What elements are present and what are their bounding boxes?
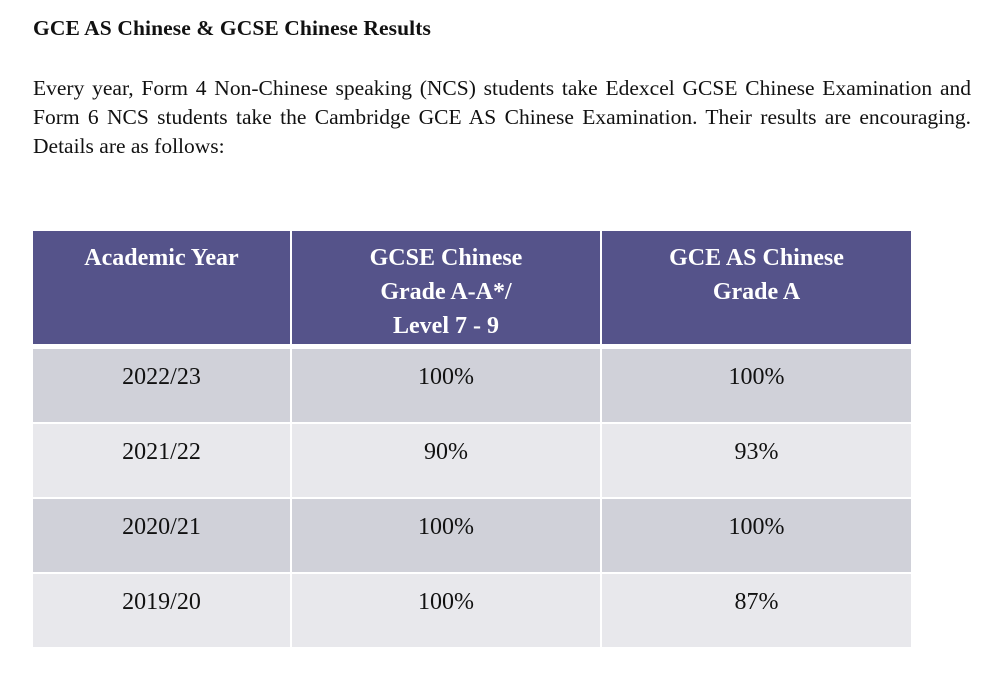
cell-gce-result: 100% [602, 499, 911, 574]
cell-year: 2022/23 [33, 349, 292, 424]
cell-gce-result: 93% [602, 424, 911, 499]
header-gcse-chinese [292, 231, 602, 349]
header-gcse-line-1: GCSE Chinese [369, 245, 523, 271]
cell-gcse-result: 100% [292, 499, 602, 574]
cell-gcse-result: 90% [292, 424, 602, 499]
header-gce-as-chinese [602, 231, 911, 349]
cell-gcse-result: 100% [292, 574, 602, 649]
cell-gcse-result: 100% [292, 349, 602, 424]
header-academic-year [33, 231, 292, 349]
table-row [33, 499, 911, 574]
header-academic-year-label: Academic Year [84, 245, 239, 271]
cell-year: 2020/21 [33, 499, 292, 574]
table-header-row [33, 231, 911, 349]
cell-year: 2019/20 [33, 574, 292, 649]
cell-year: 2021/22 [33, 424, 292, 499]
header-gce-line-1: GCE AS Chinese [669, 245, 844, 271]
header-gcse-line-2: Grade A-A*/ [380, 279, 512, 305]
results-table [33, 231, 911, 649]
header-gce-line-2: Grade A [712, 279, 801, 305]
table-row [33, 574, 911, 649]
header-gcse-line-3: Level 7 - 9 [393, 313, 499, 339]
cell-gce-result: 87% [602, 574, 911, 649]
document-title: GCE AS Chinese & GCSE Chinese Results [33, 16, 431, 40]
table-row [33, 349, 911, 424]
table-row [33, 424, 911, 499]
cell-gce-result: 100% [602, 349, 911, 424]
intro-paragraph: Every year, Form 4 Non-Chinese speaking (NCS) students take Edexcel GCSE Chinese Examination and Form 6 NCS students take the Cambridge GCE AS Chinese Examination. Their results are encouraging. Details are as follows: [33, 76, 971, 158]
